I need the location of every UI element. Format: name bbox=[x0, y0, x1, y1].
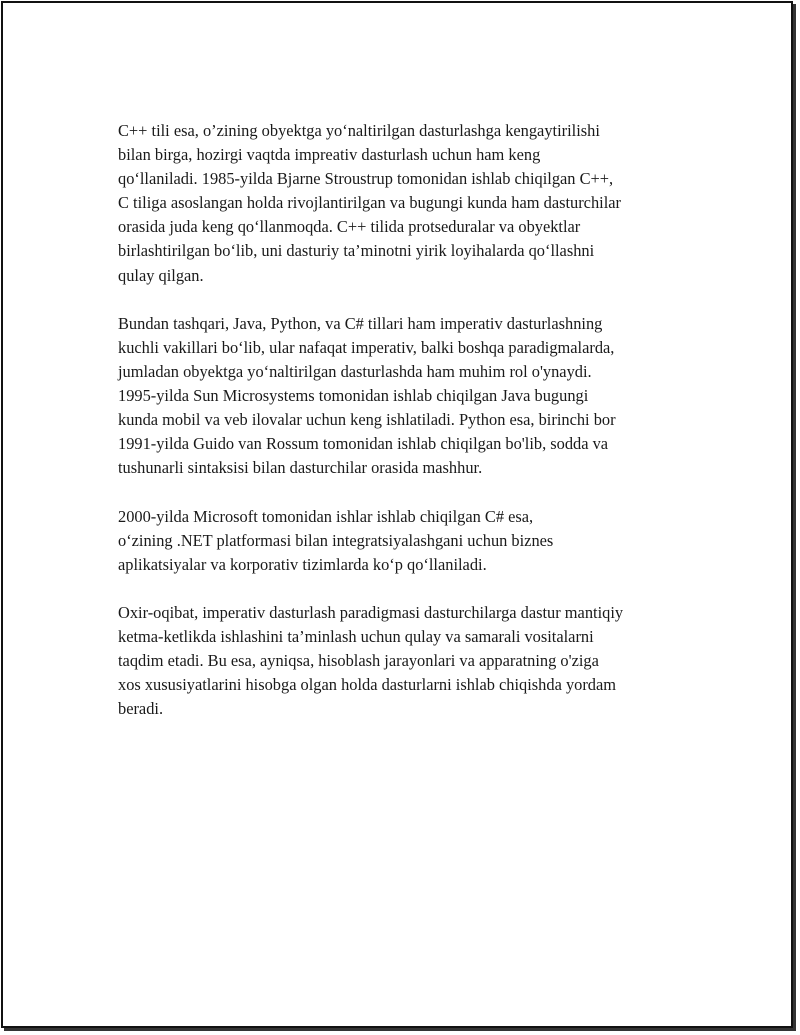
text-line: taqdim etadi. Bu esa, ayniqsa, hisoblash jarayonlari va apparatning o'ziga bbox=[118, 651, 599, 671]
document-page bbox=[1, 1, 793, 1028]
text-line: xos xususiyatlarini hisobga olgan holda dasturlarni ishlab chiqishda yordam bbox=[118, 675, 617, 695]
text-line: bilan birga, hozirgi vaqtda impreativ dasturlash uchun ham keng bbox=[118, 145, 541, 165]
paragraph-java-python bbox=[118, 312, 688, 481]
text-line: C tiliga asoslangan holda rivojlantirilgan va bugungi kunda ham dasturchilar bbox=[118, 193, 621, 213]
text-line: Bundan tashqari, Java, Python, va C# tillari ham imperativ dasturlashning bbox=[118, 313, 603, 333]
text-line: tushunarli sintaksisi bilan dasturchilar orasida mashhur. bbox=[118, 458, 483, 478]
text-line: Oxir-oqibat, imperativ dasturlash paradigmasi dasturchilarga dastur mantiqiy bbox=[118, 602, 624, 622]
text-line: aplikatsiyalar va korporativ tizimlarda ko‘p qo‘llaniladi. bbox=[118, 554, 487, 574]
paragraph-conclusion bbox=[118, 601, 688, 721]
text-line: kunda mobil va veb ilovalar uchun keng ishlatiladi. Python esa, birinchi bor bbox=[118, 410, 616, 430]
text-line: jumladan obyektga yo‘naltirilgan dasturlashda ham muhim rol o'ynaydi. bbox=[118, 361, 592, 381]
text-line: C++ tili esa, o’zining obyektga yo‘naltirilgan dasturlashga kengaytirilishi bbox=[118, 121, 600, 140]
text-line: o‘zining .NET platformasi bilan integratsiyalashgani uchun biznes bbox=[118, 530, 554, 550]
paragraph-cpp bbox=[118, 119, 688, 288]
text-line: birlashtirilgan bo‘lib, uni dasturiy ta’minotni yirik loyihalarda qo‘llashni bbox=[118, 241, 595, 261]
text-line: ketma-ketlikda ishlashini ta’minlash uchun qulay va samarali vositalarni bbox=[118, 626, 594, 646]
text-line: qulay qilgan. bbox=[118, 265, 204, 285]
text-line: orasida juda keng qo‘llanmoqda. C++ tilida protseduralar va obyektlar bbox=[118, 217, 581, 237]
document-body bbox=[118, 119, 688, 745]
paragraph-csharp bbox=[118, 505, 688, 577]
text-line: 1995-yilda Sun Microsystems tomonidan ishlab chiqilgan Java bugungi bbox=[118, 386, 589, 406]
text-line: 1991-yilda Guido van Rossum tomonidan ishlab chiqilgan bo'lib, sodda va bbox=[118, 434, 609, 454]
text-line: beradi. bbox=[118, 699, 164, 719]
text-line: kuchli vakillari bo‘lib, ular nafaqat imperativ, balki boshqa paradigmalarda, bbox=[118, 337, 615, 357]
text-line: qo‘llaniladi. 1985-yilda Bjarne Stroustrup tomonidan ishlab chiqilgan C++, bbox=[118, 169, 614, 189]
text-line: 2000-yilda Microsoft tomonidan ishlar ishlab chiqilgan C# esa, bbox=[118, 506, 534, 526]
